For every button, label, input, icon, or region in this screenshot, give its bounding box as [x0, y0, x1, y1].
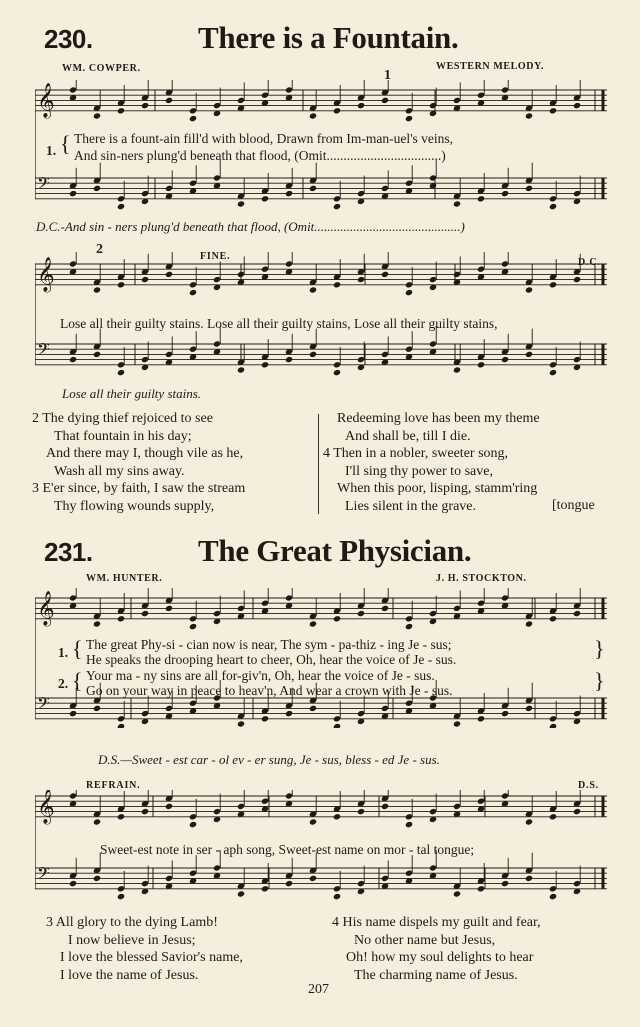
svg-text:𝄞: 𝄞 [37, 257, 55, 292]
verse-brace: { [72, 636, 83, 661]
verse-line: I'll sing thy power to save, [345, 463, 493, 479]
verse-line: And there may I, though vile as he, [46, 446, 244, 461]
hymn-number: 231. [44, 537, 93, 567]
lyric-line-3: Your ma - ny sins are all for-giv'n, Oh, hear the voice of Je - sus. [86, 668, 435, 683]
lyricist-credit: WM. COWPER. [62, 63, 141, 74]
verse-line: And shall be, till I die. [345, 428, 471, 444]
verses-right-column [323, 410, 540, 515]
svg-text:𝄢: 𝄢 [37, 863, 50, 887]
lyric-line-2: And sin-ners plung'd beneath that flood, (Omit..................................) [74, 148, 446, 163]
fine-marker: FINE. [200, 251, 231, 262]
lyricist-credit: WM. HUNTER. [86, 573, 163, 584]
verses-right-column [332, 914, 541, 984]
verse-line: Wash all my sins away. [54, 463, 185, 479]
verse-line: 3 E'er since, by faith, I saw the stream [32, 481, 246, 496]
hymn-title: The Great Physician. [198, 533, 472, 568]
da-capo-line: D.C.-And sin - ners plung'd beneath that flood, (Omit.............................................) [36, 219, 465, 234]
verse-line: That fountain in his day; [54, 428, 192, 444]
svg-text:𝄞: 𝄞 [37, 790, 55, 824]
verses-left-column [32, 410, 245, 515]
ending-1-marker: 1 [384, 68, 391, 83]
verse-line: 4 His name dispels my guilt and fear, [332, 915, 541, 930]
lyric-line-1: The great Phy-si - cian now is near, The sym - pa-thiz - ing Je - sus; [86, 637, 452, 652]
svg-text:𝄢: 𝄢 [37, 693, 50, 717]
svg-text:𝄞: 𝄞 [37, 591, 55, 626]
dal-segno-line: D.S.—Sweet - est car - ol ev - er sung, Je - sus, bless - ed Je - sus. [98, 752, 440, 767]
refrain-lyric: Sweet-est note in ser - aph song, Sweet-est name on mor - tal tongue; [100, 842, 475, 857]
verse-brace: { [60, 131, 71, 156]
svg-text:𝄢: 𝄢 [37, 173, 50, 197]
svg-text:𝄞: 𝄞 [37, 83, 55, 118]
verse-brace-close: } [594, 636, 605, 661]
verse-line: Thy flowing wounds supply, [54, 498, 215, 514]
verse-line: I love the name of Jesus. [60, 967, 199, 983]
verse-number: 1. [46, 143, 57, 158]
verse-line: The charming name of Jesus. [354, 967, 518, 983]
svg-text:𝄢: 𝄢 [37, 339, 50, 363]
lyric-line-2: He speaks the drooping heart to cheer, Oh, hear the voice of Je - sus. [86, 652, 457, 667]
verse-line: I love the blessed Savior's name, [60, 950, 243, 965]
lyric-line-1: There is a fount-ain fill'd with blood, Drawn from Im-man-uel's veins, [74, 131, 454, 146]
hymn-title: There is a Fountain. [198, 20, 459, 55]
verse-line: When this poor, lisping, stamm'ring [337, 481, 538, 496]
verse-line: Lies silent in the grave. [345, 498, 477, 514]
verse-line: 2 The dying thief rejoiced to see [32, 411, 213, 426]
verse-line: 3 All glory to the dying Lamb! [46, 915, 218, 930]
verse-line: Redeeming love has been my theme [337, 411, 540, 426]
verse-line: I now believe in Jesus; [68, 932, 196, 948]
verses-left-column [46, 914, 243, 984]
verse-continuation: [tongue [552, 498, 595, 513]
hymn-number: 230. [44, 24, 93, 54]
verse-line: Oh! how my soul delights to hear [346, 950, 534, 965]
verse-number: 2. [58, 676, 69, 691]
verse-number: 1. [58, 645, 69, 660]
column-divider [318, 414, 319, 514]
refrain-lyric: Lose all their guilty stains. Lose all their guilty stains, Lose all their guilty stains, [60, 316, 498, 331]
verse-line: No other name but Jesus, [354, 932, 496, 948]
refrain-bass-lyric: Lose all their guilty stains. [62, 386, 202, 401]
ds-marker: D.S. [578, 780, 599, 791]
page-number: 207 [308, 982, 329, 997]
dc-marker: D.C. [578, 257, 601, 268]
ending-2-marker: 2 [96, 242, 103, 257]
composer-credit: WESTERN MELODY. [436, 61, 545, 72]
refrain-marker: REFRAIN. [86, 780, 141, 791]
verse-brace-close: } [594, 668, 605, 693]
verse-brace: { [72, 668, 83, 693]
verse-line: 4 Then in a nobler, sweeter song, [323, 446, 509, 461]
composer-credit: J. H. STOCKTON. [436, 573, 527, 584]
lyric-line-4: Go on your way in peace to heav'n, And wear a crown with Je - sus. [86, 683, 453, 698]
